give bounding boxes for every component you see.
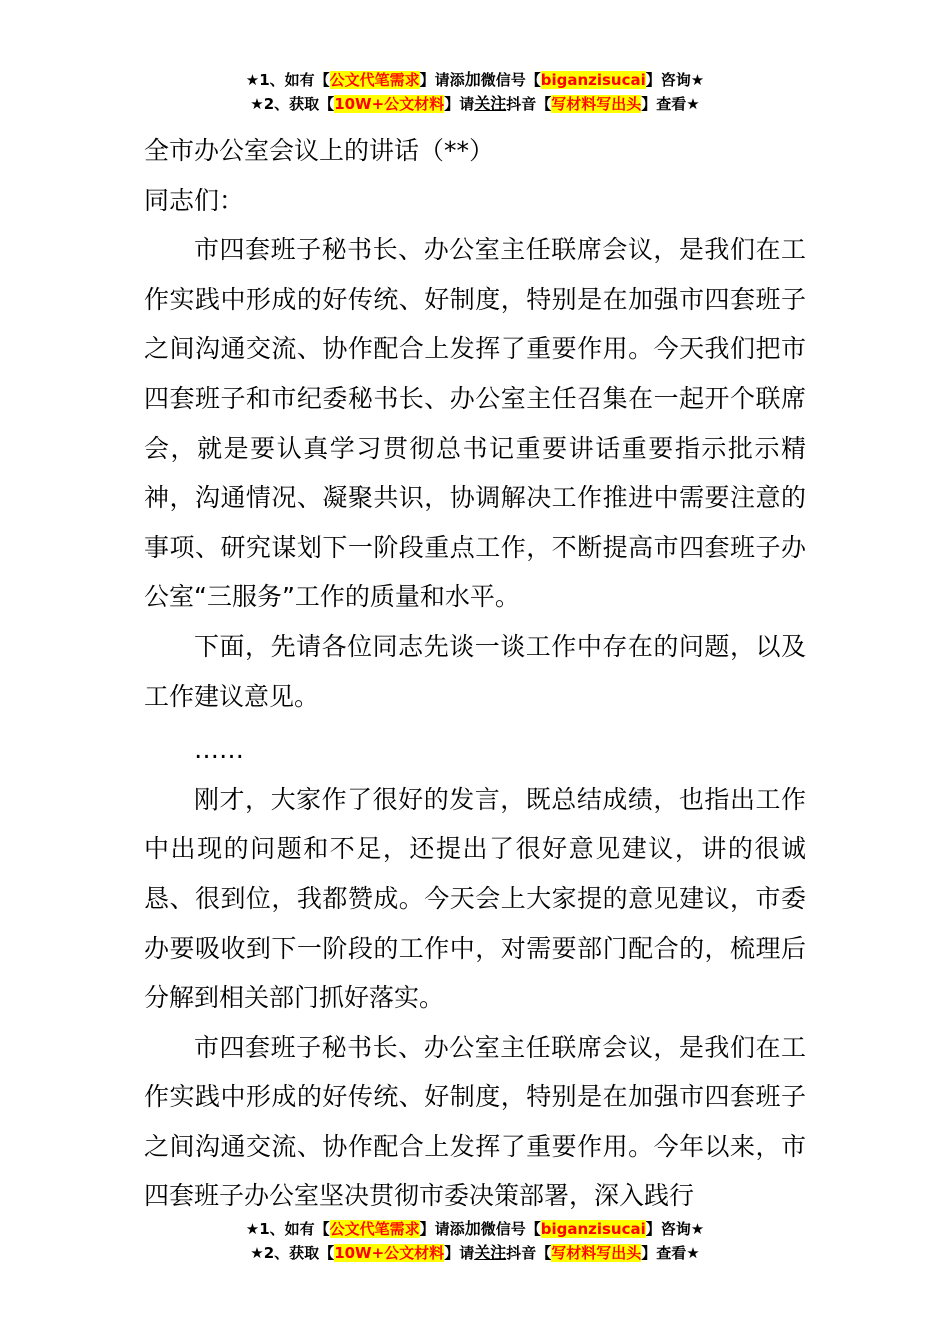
- promo-douyin-id: 写材料写出头: [551, 1244, 642, 1262]
- ellipsis-paragraph: ……: [194, 735, 244, 765]
- promo-text: 】查看★: [641, 1244, 700, 1262]
- header-promo-banner: [0, 68, 950, 116]
- promo-line-1: [0, 68, 950, 92]
- promo-text: 】查看★: [641, 95, 700, 113]
- promo-text: 抖音【: [506, 1244, 552, 1262]
- promo-wechat-id: biganzisucai: [540, 1220, 646, 1238]
- promo-text: 】请: [444, 95, 475, 113]
- promo-douyin-id: 写材料写出头: [551, 95, 642, 113]
- promo-highlight: 10W+公文材料: [334, 95, 445, 113]
- promo-text: 】咨询★: [645, 71, 705, 89]
- promo-highlight: 10W+公文材料: [334, 1244, 445, 1262]
- promo-text: ★2、获取【: [250, 1244, 335, 1262]
- promo-emphasis: 加: [464, 70, 481, 89]
- promo-emphasis: 关注: [474, 1243, 507, 1262]
- promo-wechat-id: biganzisucai: [540, 71, 646, 89]
- paragraph: 市四套班子秘书长、办公室主任联席会议，是我们在工作实践中形成的好传统、好制度，特别是在加强市四套班子之间沟通交流、协作配合上发挥了重要作用。今天我们把市四套班子和市纪委秘书长、办公室主任召集在一起开个联席会，就是要认真学习贯彻总书记重要讲话重要指示批示精神，沟通情况、凝聚共识，协调解决工作推进中需要注意的事项、研究谋划下一阶段重点工作，不断提高市四套班子办公室“三服务”工作的质量和水平。: [144, 235, 806, 612]
- promo-text: 】咨询★: [645, 1220, 705, 1238]
- promo-text: 】请: [444, 1244, 475, 1262]
- document-title: 全市办公室会议上的讲话（**）: [144, 136, 495, 165]
- salutation: 同志们：: [144, 185, 245, 215]
- promo-text: ★1、如有【: [245, 1220, 330, 1238]
- paragraph: 刚才，大家作了很好的发言，既总结成绩，也指出工作中出现的问题和不足，还提出了很好意见建议，讲的很诚恳、很到位，我都赞成。今天会上大家提的意见建议，市委办要吸收到下一阶段的工作中，对需要部门配合的，梳理后分解到相关部门抓好落实。: [144, 784, 806, 1013]
- paragraph: 下面，先请各位同志先谈一谈工作中存在的问题，以及工作建议意见。: [144, 631, 806, 711]
- promo-text: 抖音【: [506, 95, 552, 113]
- promo-highlight: 公文代笔需求: [329, 1220, 420, 1238]
- promo-text: 微信号【: [480, 71, 541, 89]
- promo-emphasis: 关注: [474, 94, 507, 113]
- promo-emphasis: 加: [464, 1219, 481, 1238]
- promo-line-1: [0, 1217, 950, 1241]
- promo-text: 】请添: [419, 71, 465, 89]
- paragraph: 市四套班子秘书长、办公室主任联席会议，是我们在工作实践中形成的好传统、好制度，特别是在加强市四套班子之间沟通交流、协作配合上发挥了重要作用。今年以来，市四套班子办公室坚决贯彻市委决策部署，深入践行: [144, 1032, 806, 1211]
- promo-line-2: [0, 92, 950, 116]
- footer-promo-banner: [0, 1217, 950, 1265]
- promo-line-2: [0, 1241, 950, 1265]
- promo-text: ★1、如有【: [245, 71, 330, 89]
- promo-text: 微信号【: [480, 1220, 541, 1238]
- promo-text: ★2、获取【: [250, 95, 335, 113]
- promo-highlight: 公文代笔需求: [329, 71, 420, 89]
- document-body: [144, 126, 806, 1221]
- promo-text: 】请添: [419, 1220, 465, 1238]
